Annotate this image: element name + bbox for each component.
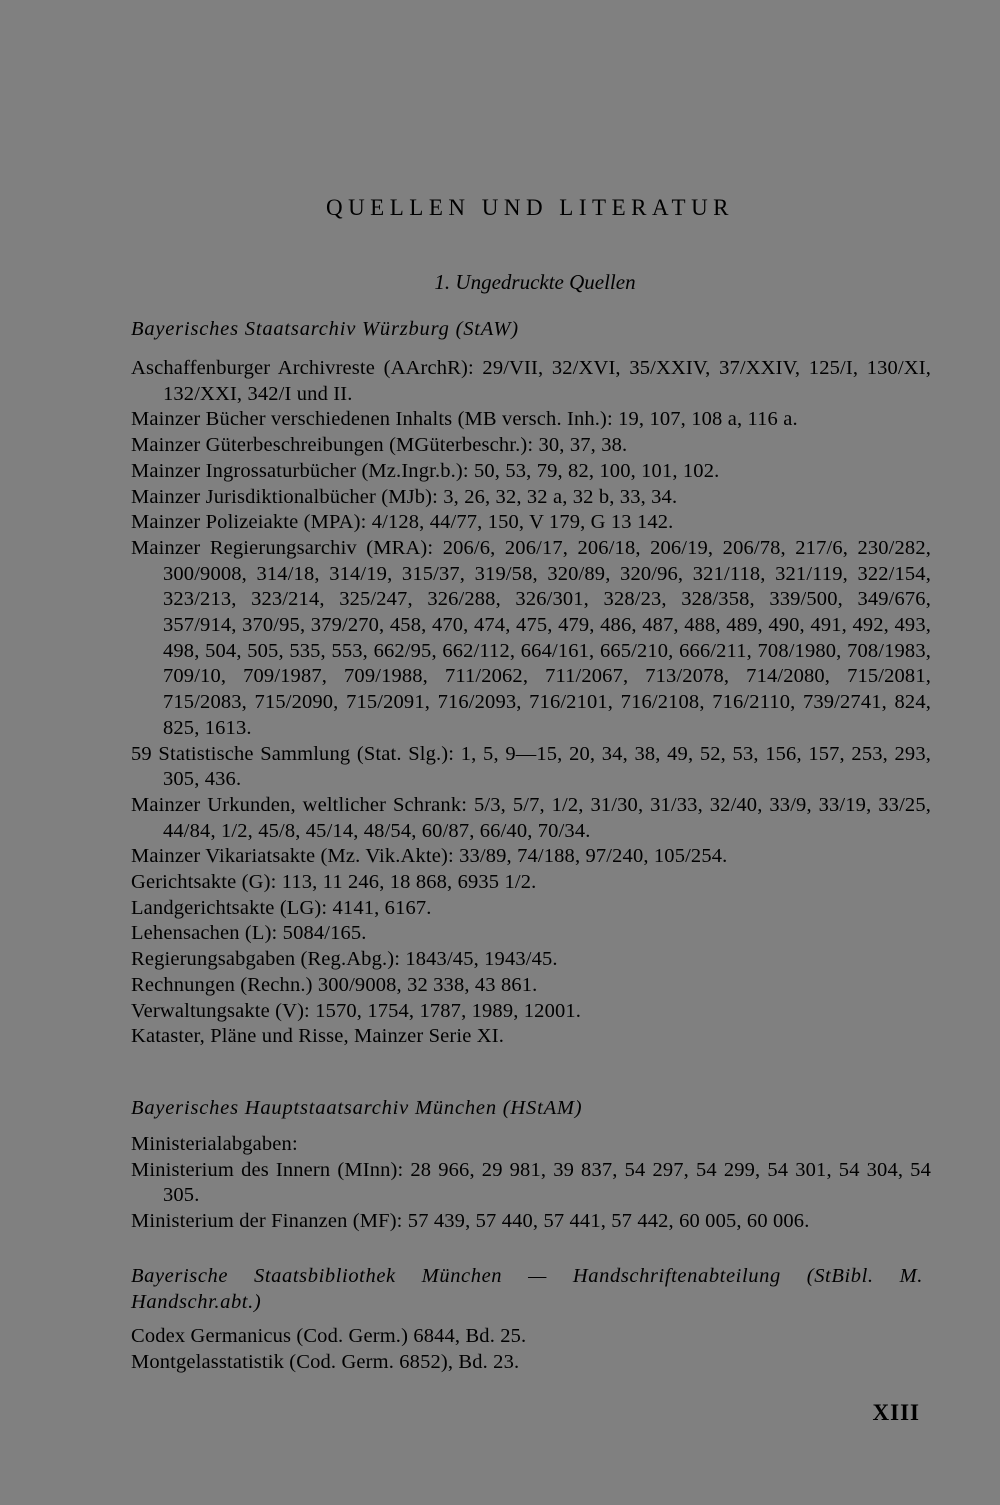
archive-list-wuerzburg <box>131 356 931 1050</box>
list-item: Lehensachen (L): 5084/165. <box>131 922 367 945</box>
list-item: 59 Statistische Sammlung (Stat. Slg.): 1, 5, 9—15, 20, 34, 38, 49, 52, 53, 156, 157, 253, 293, 305, 436. <box>131 742 931 791</box>
archive-list-muenchen <box>131 1132 931 1235</box>
list-item: Landgerichtsakte (LG): 4141, 6167. <box>131 896 432 919</box>
list-item: Regierungsabgaben (Reg.Abg.): 1843/45, 1943/45. <box>131 948 558 971</box>
list-item: Mainzer Güterbeschreibungen (MGüterbeschr.): 30, 37, 38. <box>131 434 628 457</box>
list-item: Mainzer Bücher verschiedenen Inhalts (MB versch. Inh.): 19, 107, 108 a, 116 a. <box>131 408 798 431</box>
list-item: Mainzer Jurisdiktionalbücher (MJb): 3, 26, 32, 32 a, 32 b, 33, 34. <box>131 485 678 508</box>
list-item: Rechnungen (Rechn.) 300/9008, 32 338, 43 861. <box>131 973 538 996</box>
list-item: Ministerialabgaben: <box>131 1133 298 1155</box>
list-item: Mainzer Urkunden, weltlicher Schrank: 5/3, 5/7, 1/2, 31/30, 31/33, 32/40, 33/9, 33/19, 33/25, 44/84, 1/2, 45/8, 45/14, 48/54, 60/87, 66/40, 70/34. <box>131 793 931 842</box>
list-item: Ministerium des Innern (MInn): 28 966, 29 981, 39 837, 54 297, 54 299, 54 301, 54 304, 54 305. <box>131 1158 931 1207</box>
library-heading-muenchen: Bayerische Staatsbibliothek München — Handschriftenabteilung (StBibl. M. Handschr.abt.) <box>131 1265 923 1313</box>
archive-heading-muenchen: Bayerisches Hauptstaatsarchiv München (HStAM) <box>131 1097 583 1119</box>
list-item: Kataster, Pläne und Risse, Mainzer Serie XI. <box>131 1025 504 1048</box>
list-item: Verwaltungsakte (V): 1570, 1754, 1787, 1989, 12001. <box>131 999 582 1022</box>
list-item: Mainzer Vikariatsakte (Mz. Vik.Akte): 33/89, 74/188, 97/240, 105/254. <box>131 845 728 868</box>
list-item: Mainzer Polizeiakte (MPA): 4/128, 44/77, 150, V 179, G 13 142. <box>131 511 674 534</box>
section-title: 1. Ungedruckte Quellen <box>434 270 636 294</box>
page-title: QUELLEN UND LITERATUR <box>325 195 735 220</box>
list-item: Gerichtsakte (G): 113, 11 246, 18 868, 6935 1/2. <box>131 871 537 894</box>
page-number: XIII <box>872 1400 920 1425</box>
list-item: Aschaffenburger Archivreste (AArchR): 29/VII, 32/XVI, 35/XXIV, 37/XXIV, 125/I, 130/XI, 132/XXI, 342/I und II. <box>131 357 931 405</box>
list-item: Mainzer Ingrossaturbücher (Mz.Ingr.b.): 50, 53, 79, 82, 100, 101, 102. <box>131 459 720 482</box>
list-item: Ministerium der Finanzen (MF): 57 439, 57 440, 57 441, 57 442, 60 005, 60 006. <box>131 1210 810 1233</box>
library-list-muenchen <box>131 1324 931 1375</box>
list-item: Mainzer Regierungsarchiv (MRA): 206/6, 206/17, 206/18, 206/19, 206/78, 217/6, 230/282, 300/9008, 314/18, 314/19, 315/37, 319/58, 320/89, 320/96, 321/118, 321/119, 322/154, 323/213, 323/214, 325/247, 326/288, 326/301, 328/23, 328/358, 339/500, 349/676, 357/914, 370/95, 379/270, 458, 470, 474, 475, 479, 486, 487, 488, 489, 490, 491, 492, 493, 498, 504, 505, 535, 553, 662/95, 662/112, 664/161, 665/210, 666/211, 708/1980, 708/1983, 709/10, 709/1987, 709/1988, 711/2062, 711/2067, 713/2078, 714/2080, 715/2081, 715/2083, 715/2090, 715/2091, 716/2093, 716/2101, 716/2108, 716/2110, 739/2741, 824, 825, 1613. <box>131 536 931 739</box>
archive-heading-wuerzburg: Bayerisches Staatsarchiv Würzburg (StAW) <box>131 318 519 340</box>
list-item: Codex Germanicus (Cod. Germ.) 6844, Bd. 25. <box>131 1325 527 1347</box>
list-item: Montgelasstatistik (Cod. Germ. 6852), Bd. 23. <box>131 1350 520 1373</box>
